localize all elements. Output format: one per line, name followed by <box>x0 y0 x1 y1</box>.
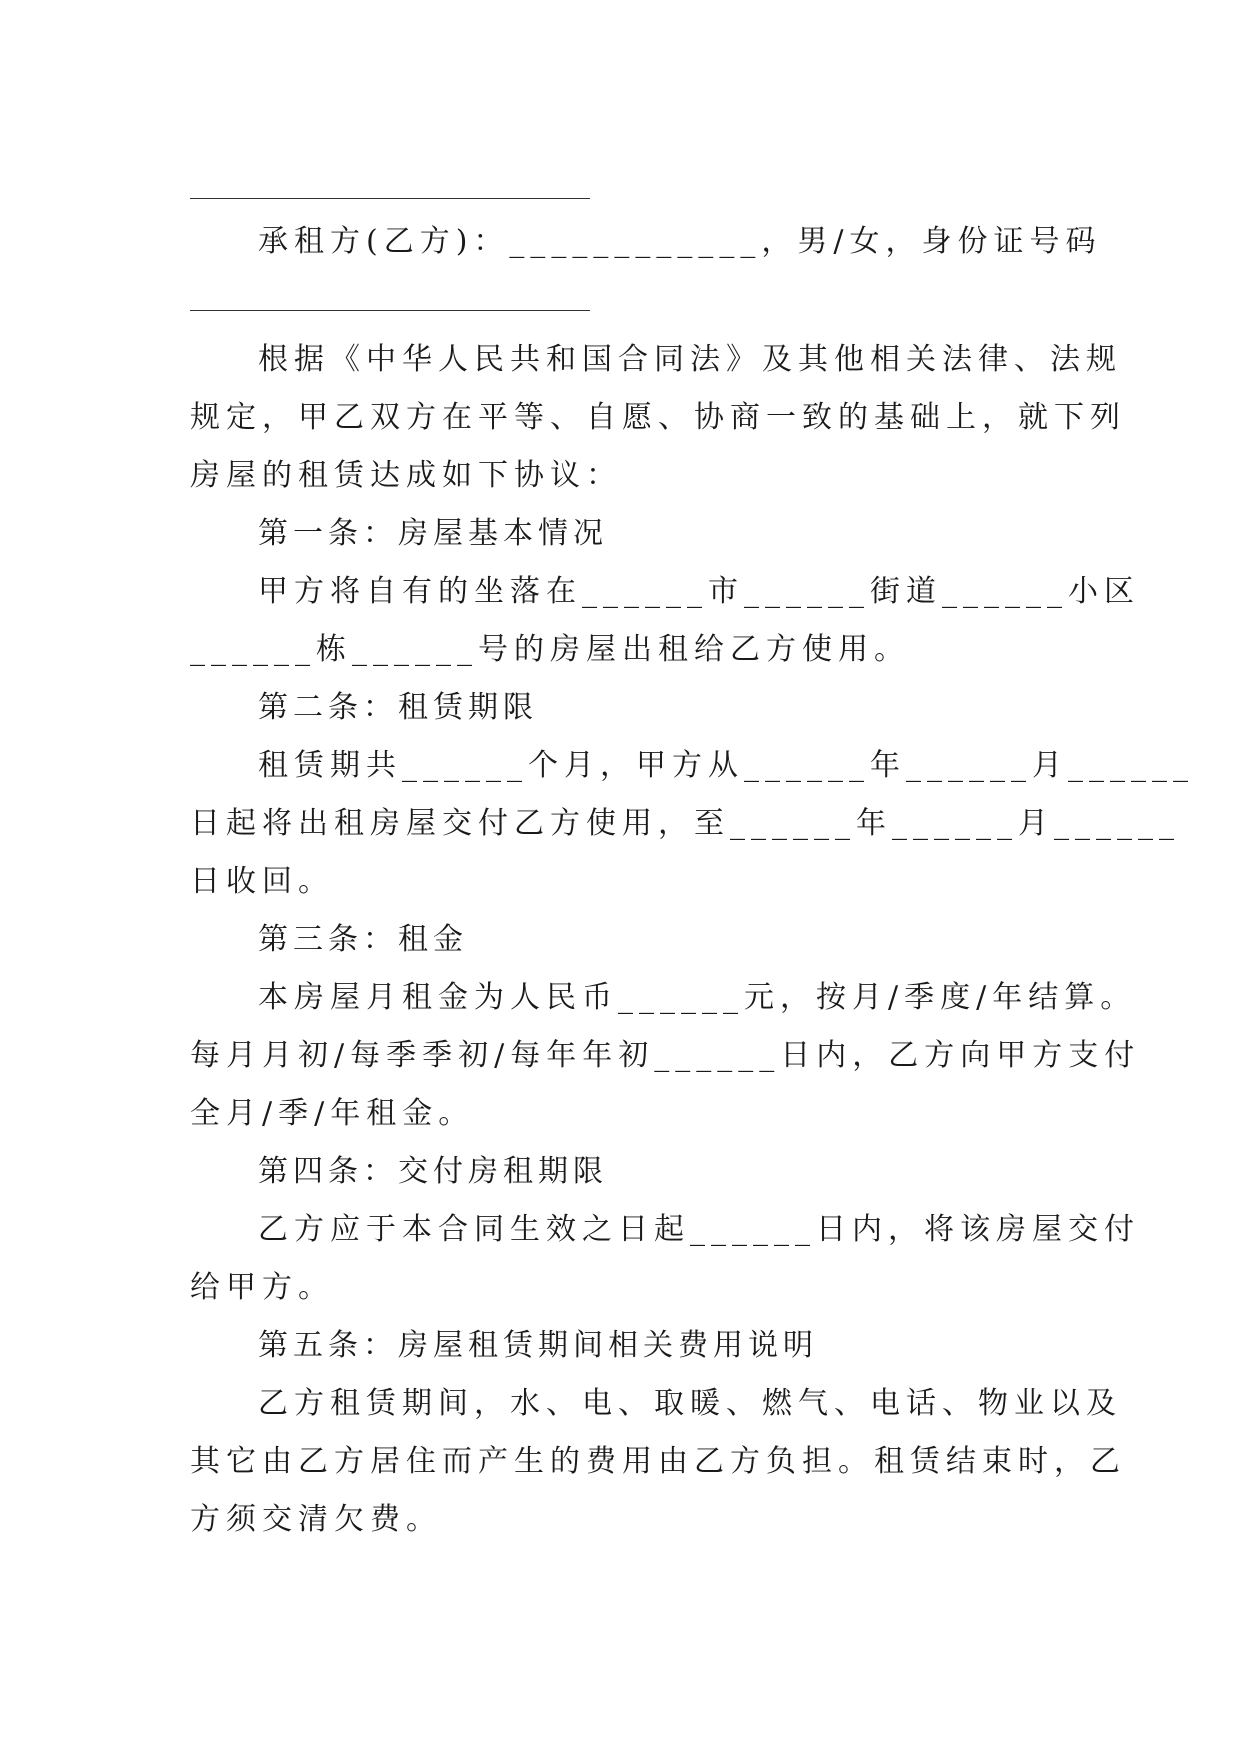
paragraph-line: 租赁期共______个月，甲方从______年______月______ <box>258 748 1194 783</box>
paragraph-line: 给甲方。 <box>190 1270 334 1305</box>
article-heading: 第四条：交付房租期限 <box>258 1154 608 1189</box>
paragraph-line: 房屋的租赁达成如下协议： <box>190 458 622 493</box>
paragraph-line: 根据《中华人民共和国合同法》及其他相关法律、法规 <box>258 342 1122 377</box>
paragraph-line: 日起将出租房屋交付乙方使用，至______年______月______ <box>190 806 1180 841</box>
article-heading: 第一条：房屋基本情况 <box>258 516 608 551</box>
paragraph-line: 日收回。 <box>190 864 334 899</box>
article-heading: 第五条：房屋租赁期间相关费用说明 <box>258 1328 818 1363</box>
paragraph-line: 甲方将自有的坐落在______市______街道______小区 <box>258 574 1140 609</box>
article-heading: 第二条：租赁期限 <box>258 690 538 725</box>
paragraph-line: 其它由乙方居住而产生的费用由乙方负担。租赁结束时，乙 <box>190 1444 1126 1479</box>
paragraph-line: 全月/季/年租金。 <box>190 1096 475 1131</box>
article-heading: 第三条：租金 <box>258 922 468 957</box>
paragraph-line: 乙方应于本合同生效之日起______日内，将该房屋交付 <box>258 1212 1140 1247</box>
signature-underline-bottom <box>190 310 590 311</box>
paragraph-line: 乙方租赁期间，水、电、取暖、燃气、电话、物业以及 <box>258 1386 1122 1421</box>
signature-underline-top <box>190 198 590 199</box>
paragraph-line: ______栋______号的房屋出租给乙方使用。 <box>190 632 910 667</box>
lessee-line: 承租方(乙方)：____________，男/女，身份证号码 <box>258 224 1102 259</box>
paragraph-line: 每月月初/每季季初/每年年初______日内，乙方向甲方支付 <box>190 1038 1141 1073</box>
paragraph-line: 方须交清欠费。 <box>190 1502 442 1537</box>
paragraph-line: 规定，甲乙双方在平等、自愿、协商一致的基础上，就下列 <box>190 400 1126 435</box>
paragraph-line: 本房屋月租金为人民币______元，按月/季度/年结算。 <box>258 980 1137 1015</box>
